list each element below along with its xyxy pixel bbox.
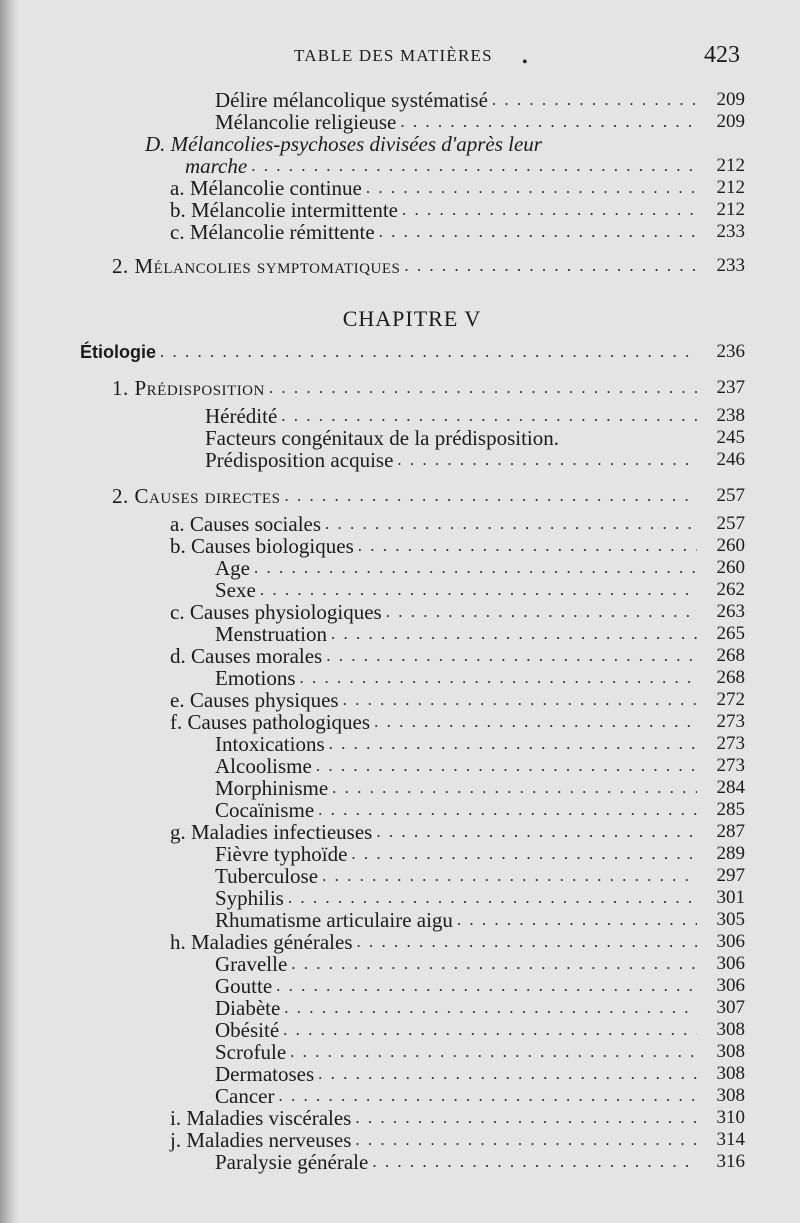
- toc-entry-page: 262: [716, 579, 745, 600]
- toc-entry-label: Étiologie: [80, 342, 156, 362]
- toc-entry-page: 316: [716, 1151, 745, 1172]
- dot-leader: [251, 154, 697, 178]
- toc-entry-label: Gravelle: [215, 952, 288, 976]
- toc-entry: [0, 996, 800, 1020]
- toc-entry-page: 237: [716, 377, 745, 398]
- toc-entry-label: 2. Causes directes: [112, 484, 281, 508]
- toc-entry-label: Goutte: [215, 974, 273, 998]
- dot-leader: [316, 754, 697, 778]
- toc-entry-label: f. Causes pathologiques: [170, 710, 371, 734]
- toc-entry-label: Age: [215, 556, 250, 580]
- toc-entry-label: g. Maladies infectieuses: [170, 820, 373, 844]
- toc-entry-label: 1. Prédisposition: [112, 376, 265, 400]
- toc-entry-label: Cancer: [215, 1084, 275, 1108]
- toc-entry: [0, 154, 800, 178]
- toc-entry: [0, 1150, 800, 1174]
- toc-entry-label: Sexe: [215, 578, 256, 602]
- toc-entry-page: 246: [716, 449, 745, 470]
- toc-entry: [0, 88, 800, 112]
- dot-leader: [318, 1062, 697, 1086]
- toc-entry-label: Morphinisme: [215, 776, 329, 800]
- page-number: 423: [704, 42, 740, 68]
- toc-entry: [0, 448, 800, 472]
- dot-leader: [284, 484, 697, 508]
- dot-leader: [260, 578, 697, 602]
- toc-entry-page: 287: [716, 821, 745, 842]
- dot-leader: [329, 732, 697, 756]
- dot-leader: [325, 512, 697, 536]
- dot-leader: [278, 1084, 697, 1108]
- dot-leader: [357, 930, 697, 954]
- toc-entry: [0, 842, 800, 866]
- toc-entry-page: 212: [716, 155, 745, 176]
- dot-leader: [351, 842, 697, 866]
- toc-entry: [0, 198, 800, 222]
- toc-entry: [0, 404, 800, 428]
- toc-entry-page: 268: [716, 667, 745, 688]
- toc-entry-label: a. Mélancolie continue: [170, 176, 362, 200]
- toc-entry-page: 268: [716, 645, 745, 666]
- toc-entry: [0, 644, 800, 668]
- toc-entry: [0, 908, 800, 932]
- toc-entry-label: e. Causes physiques: [170, 688, 339, 712]
- toc-entry-label: Syphilis: [215, 886, 284, 910]
- dot-leader: [457, 908, 697, 932]
- toc-entry: [0, 512, 800, 536]
- dot-leader: [492, 88, 697, 112]
- toc-entry: [0, 886, 800, 910]
- toc-entry-label: Emotions: [215, 666, 296, 690]
- dot-leader: [355, 1128, 697, 1152]
- toc-entry: [0, 556, 800, 580]
- dot-leader: [322, 864, 697, 888]
- toc-entry: [0, 484, 800, 508]
- toc-entry-page: 236: [716, 341, 745, 362]
- toc-entry-page: 209: [716, 89, 745, 110]
- toc-entry: [0, 864, 800, 888]
- toc-entry: [0, 820, 800, 844]
- dot-leader: [291, 952, 697, 976]
- toc-entry-page: 273: [716, 733, 745, 754]
- toc-entry-label: c. Mélancolie rémittente: [170, 220, 375, 244]
- toc-entry-label: Menstruation: [215, 622, 327, 646]
- toc-entry-label: Obésité: [215, 1018, 280, 1042]
- chapter-heading: [0, 306, 800, 332]
- toc-entry-label: a. Causes sociales: [170, 512, 322, 536]
- toc-entry-page: 305: [716, 909, 745, 930]
- page-header: [0, 44, 800, 74]
- toc-entry-page: 209: [716, 111, 745, 132]
- toc-entry-page: 260: [716, 535, 745, 556]
- toc-entry-page: 257: [716, 513, 745, 534]
- toc-entry-label: Dermatoses: [215, 1062, 315, 1086]
- toc-entry-page: 310: [716, 1107, 745, 1128]
- dot-leader: [372, 1150, 697, 1174]
- toc-entry: [0, 132, 800, 156]
- toc-entry-page: 301: [716, 887, 745, 908]
- dot-leader: [288, 886, 697, 910]
- dot-leader: [326, 644, 697, 668]
- toc-entry: [0, 1062, 800, 1086]
- toc-entry-label: marche: [185, 154, 248, 178]
- toc-entry-label: Facteurs congénitaux de la prédisposition.: [205, 426, 559, 450]
- dot-leader: [332, 776, 697, 800]
- toc-entry-label: b. Causes biologiques: [170, 534, 354, 558]
- toc-entry-page: 314: [716, 1129, 745, 1150]
- toc-entry-label: Intoxications: [215, 732, 325, 756]
- dot-leader: [404, 254, 697, 278]
- toc-entry: [0, 776, 800, 800]
- toc-entry: [0, 534, 800, 558]
- toc-entry-page: 307: [716, 997, 745, 1018]
- dot-leader: [300, 666, 697, 690]
- toc-entry: [0, 340, 800, 364]
- toc-entry-label: Délire mélancolique systématisé: [215, 88, 488, 112]
- toc-entry-label: Prédisposition acquise: [205, 448, 394, 472]
- dot-leader: [376, 820, 697, 844]
- print-mark: •: [522, 54, 528, 71]
- toc-entry-page: 233: [716, 255, 745, 276]
- dot-leader: [276, 974, 697, 998]
- toc-entry-label: c. Causes physiologiques: [170, 600, 382, 624]
- toc-entry-page: 308: [716, 1085, 745, 1106]
- toc-entry-page: 284: [716, 777, 745, 798]
- toc-entry-page: 273: [716, 711, 745, 732]
- toc-entry: [0, 600, 800, 624]
- dot-leader: [283, 1018, 697, 1042]
- dot-leader: [397, 448, 697, 472]
- toc-entry: [0, 376, 800, 400]
- dot-leader: [358, 534, 697, 558]
- toc-entry-page: 245: [716, 427, 745, 448]
- toc-entry-page: 212: [716, 177, 745, 198]
- toc-entry-label: Rhumatisme articulaire aigu: [215, 908, 453, 932]
- toc-entry-label: Hérédité: [205, 404, 278, 428]
- toc-entry-page: 308: [716, 1041, 745, 1062]
- toc-entry: [0, 220, 800, 244]
- toc-entry: [0, 754, 800, 778]
- toc-entry-page: 257: [716, 485, 745, 506]
- toc-entry: [0, 578, 800, 602]
- toc-entry-page: 273: [716, 755, 745, 776]
- dot-leader: [281, 404, 697, 428]
- dot-leader: [160, 340, 697, 364]
- dot-leader: [254, 556, 697, 580]
- dot-leader: [355, 1106, 697, 1130]
- dot-leader: [386, 600, 697, 624]
- toc-entry-label: D. Mélancolies-psychoses divisées d'après leur: [145, 132, 542, 156]
- dot-leader: [402, 198, 697, 222]
- toc-entry-label: i. Maladies viscérales: [170, 1106, 352, 1130]
- dot-leader: [331, 622, 697, 646]
- toc-entry-label: Tuberculose: [215, 864, 319, 888]
- toc-entry: [0, 110, 800, 134]
- toc-entry-page: 308: [716, 1019, 745, 1040]
- toc-entry: [0, 732, 800, 756]
- toc-entry-label: h. Maladies générales: [170, 930, 353, 954]
- toc-entry: [0, 1128, 800, 1152]
- toc-entry-label: j. Maladies nerveuses: [170, 1128, 352, 1152]
- toc-entry: [0, 1018, 800, 1042]
- toc-entry-label: Diabète: [215, 996, 281, 1020]
- toc-entry-page: 263: [716, 601, 745, 622]
- dot-leader: [343, 688, 697, 712]
- dot-leader: [400, 110, 697, 134]
- toc-entry-label: b. Mélancolie intermittente: [170, 198, 399, 222]
- dot-leader: [290, 1040, 697, 1064]
- chapter-heading-text: CHAPITRE V: [342, 306, 482, 331]
- toc-entry-page: 308: [716, 1063, 745, 1084]
- toc-entry: [0, 1106, 800, 1130]
- dot-leader: [284, 996, 697, 1020]
- dot-leader: [379, 220, 697, 244]
- toc-entry: [0, 798, 800, 822]
- toc-entry: [0, 426, 800, 450]
- toc-entry: [0, 254, 800, 278]
- toc-entry: [0, 176, 800, 200]
- dot-leader: [374, 710, 697, 734]
- toc-entry: [0, 622, 800, 646]
- toc-entry-label: Mélancolie religieuse: [215, 110, 397, 134]
- toc-entry-page: 289: [716, 843, 745, 864]
- toc-entry-label: 2. Mélancolies symptomatiques: [112, 254, 401, 278]
- running-title: TABLE DES MATIÈRES: [294, 46, 493, 65]
- toc-entry: [0, 952, 800, 976]
- toc-entry-page: 306: [716, 953, 745, 974]
- toc-entry-label: d. Causes morales: [170, 644, 323, 668]
- toc-entry-page: 297: [716, 865, 745, 886]
- toc-entry-page: 212: [716, 199, 745, 220]
- toc-entry-page: 238: [716, 405, 745, 426]
- toc-entry-page: 272: [716, 689, 745, 710]
- toc-entry: [0, 930, 800, 954]
- toc-entry-page: 260: [716, 557, 745, 578]
- toc-entry-page: 265: [716, 623, 745, 644]
- toc-entry-label: Fièvre typhoïde: [215, 842, 348, 866]
- toc-entry-label: Alcoolisme: [215, 754, 312, 778]
- dot-leader: [269, 376, 697, 400]
- toc-entry: [0, 1040, 800, 1064]
- toc-entry: [0, 688, 800, 712]
- toc-entry-label: Scrofule: [215, 1040, 287, 1064]
- toc-entry: [0, 710, 800, 734]
- toc-entry-page: 285: [716, 799, 745, 820]
- toc-entry-page: 306: [716, 975, 745, 996]
- toc-entry: [0, 974, 800, 998]
- toc-entry-label: Paralysie générale: [215, 1150, 369, 1174]
- toc-entry-page: 233: [716, 221, 745, 242]
- toc-entry-page: 306: [716, 931, 745, 952]
- toc-entry-label: Cocaïnisme: [215, 798, 315, 822]
- toc-entry: [0, 666, 800, 690]
- toc-entry: [0, 1084, 800, 1108]
- dot-leader: [318, 798, 697, 822]
- dot-leader: [366, 176, 697, 200]
